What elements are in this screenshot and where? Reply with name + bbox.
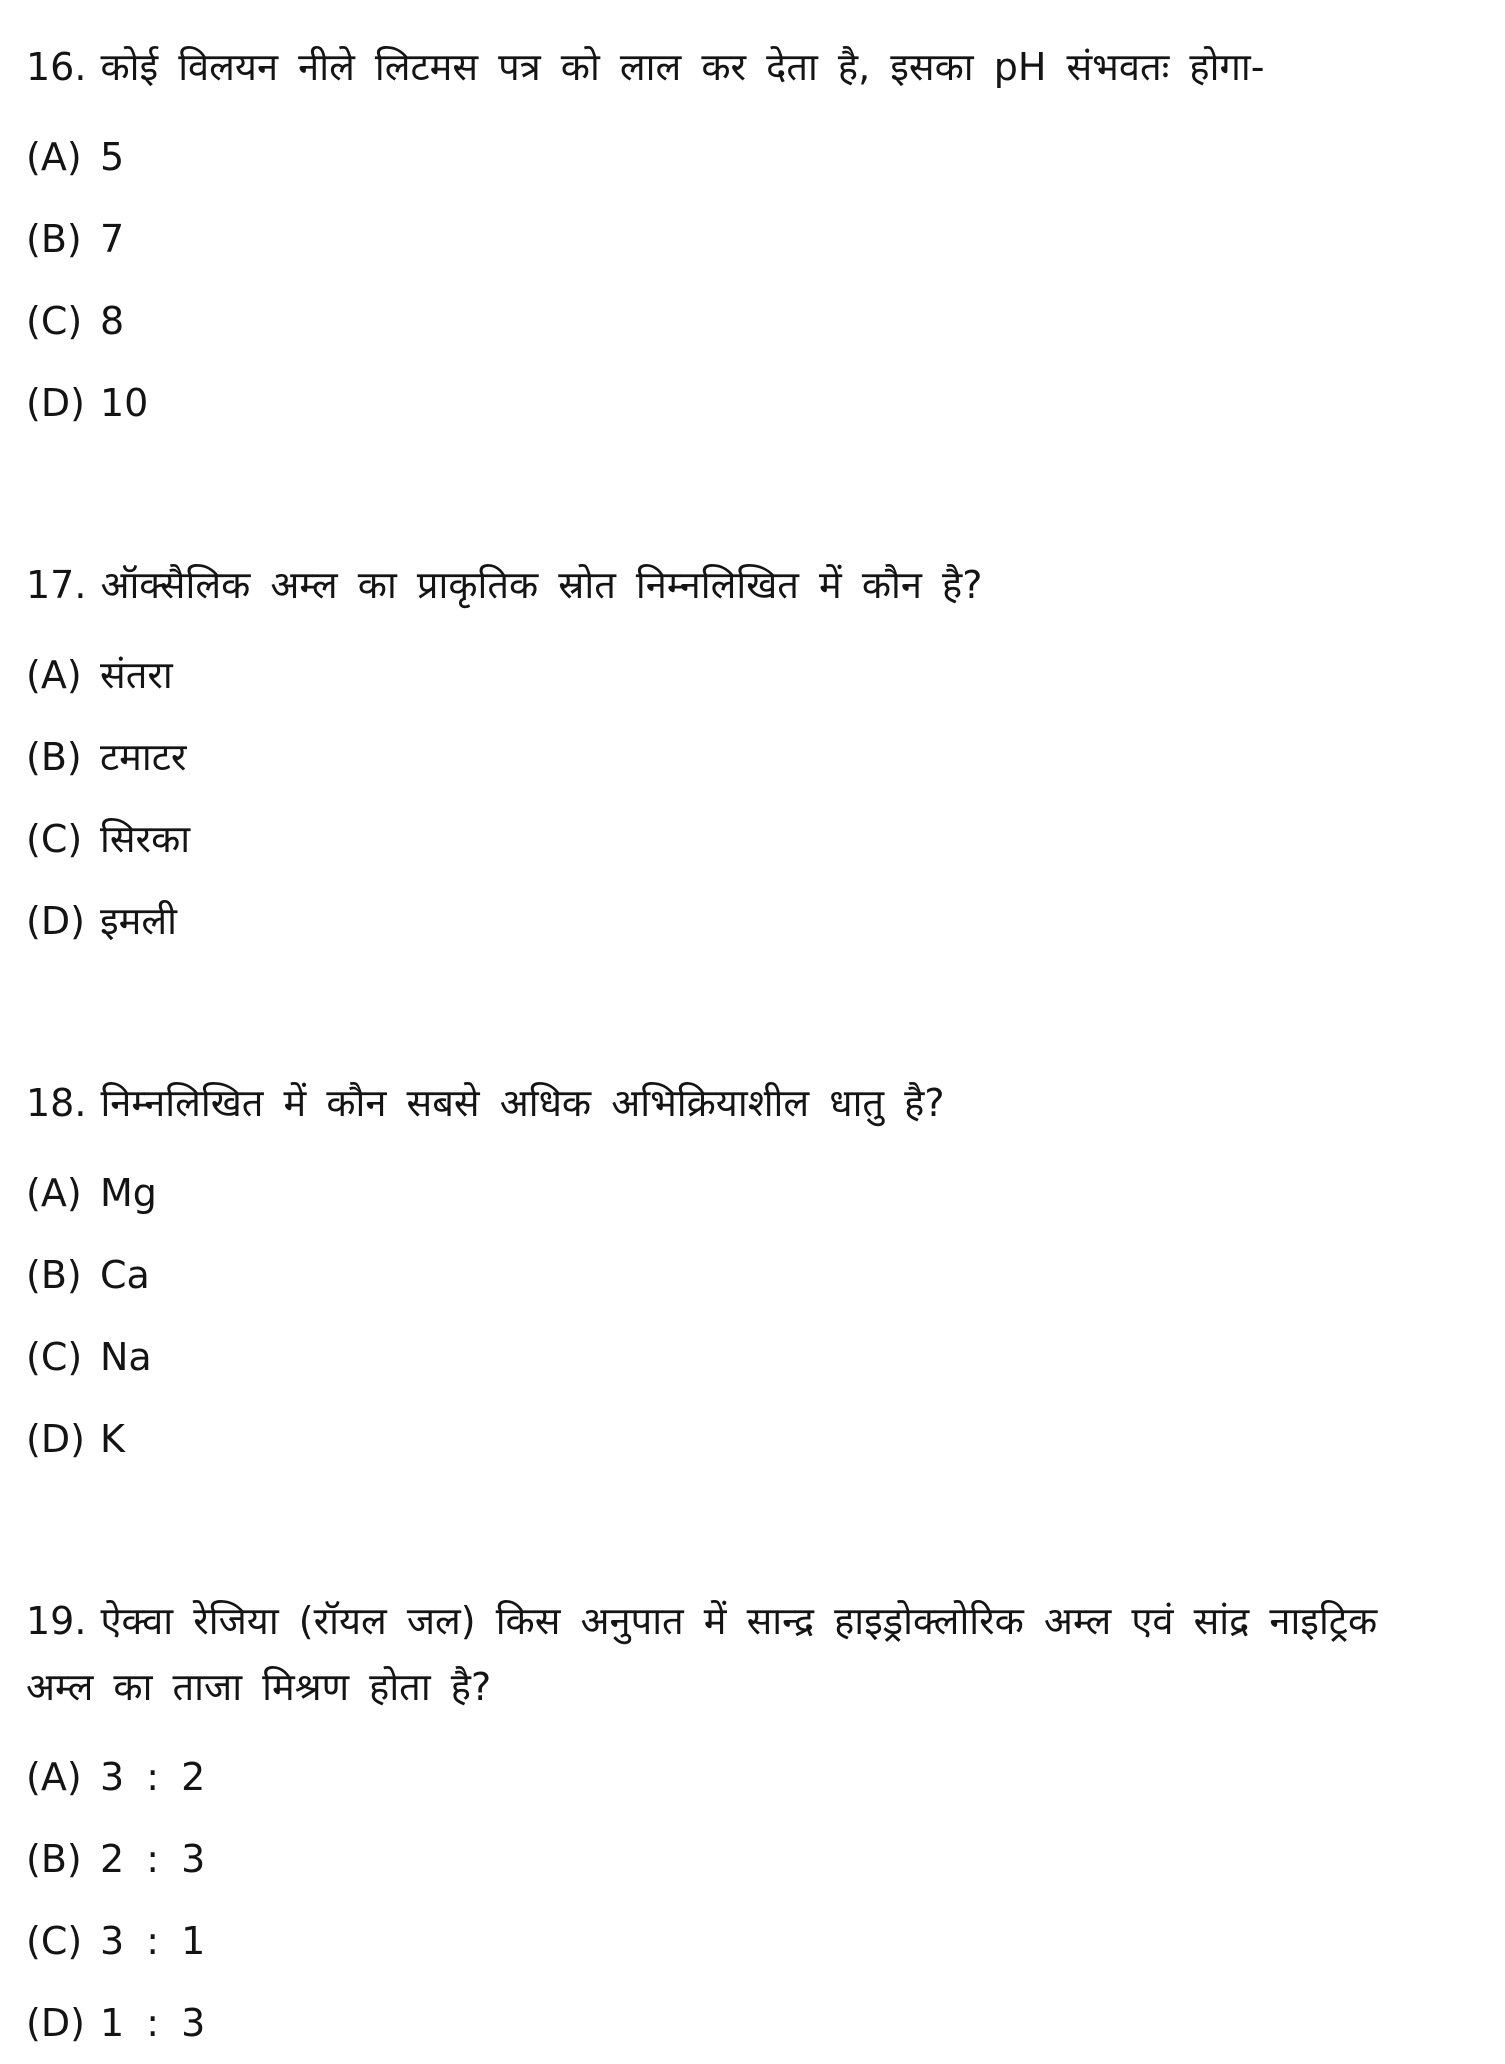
option-value: सिरका xyxy=(100,817,191,861)
option-label: (A) xyxy=(26,653,82,697)
option-d[interactable] xyxy=(26,1982,1505,2064)
option-a[interactable] xyxy=(26,116,1505,198)
option-c[interactable] xyxy=(26,798,1505,880)
option-a[interactable] xyxy=(26,1736,1505,1818)
option-label: (C) xyxy=(26,1335,83,1379)
option-value: इमली xyxy=(100,899,177,943)
option-d[interactable] xyxy=(26,1398,1505,1480)
option-b[interactable] xyxy=(26,1234,1505,1316)
question-body: कोई विलयन नीले लिटमस पत्र को लाल कर देता है, इसका pH संभवतः होगा- xyxy=(100,45,1265,89)
option-value: K xyxy=(100,1417,125,1461)
question-text xyxy=(26,552,1386,618)
question-number: 18. xyxy=(26,1081,87,1125)
option-value: Mg xyxy=(100,1171,157,1215)
question-number: 17. xyxy=(26,563,87,607)
question-17 xyxy=(26,552,1505,962)
option-value: 3 : 1 xyxy=(100,1919,206,1963)
option-c[interactable] xyxy=(26,280,1505,362)
question-16 xyxy=(26,34,1505,444)
option-value: Ca xyxy=(100,1253,150,1297)
option-value: Na xyxy=(100,1335,152,1379)
question-18 xyxy=(26,1070,1505,1480)
option-c[interactable] xyxy=(26,1316,1505,1398)
option-label: (D) xyxy=(26,381,85,425)
option-value: 10 xyxy=(100,381,149,425)
question-body: ऐक्वा रेजिया (रॉयल जल) किस अनुपात में सान्द्र हाइड्रोक्लोरिक अम्ल एवं सांद्र नाइट्रिक अम्ल का ताजा मिश्रण होता है? xyxy=(26,1599,1378,1709)
option-value: टमाटर xyxy=(100,735,187,779)
option-d[interactable] xyxy=(26,362,1505,444)
option-value: 7 xyxy=(100,217,125,261)
question-19 xyxy=(26,1588,1505,2064)
option-value: 8 xyxy=(100,299,125,343)
option-label: (B) xyxy=(26,735,82,779)
option-label: (D) xyxy=(26,899,85,943)
option-label: (A) xyxy=(26,1755,82,1799)
option-label: (B) xyxy=(26,1837,82,1881)
option-label: (B) xyxy=(26,217,82,261)
option-list xyxy=(26,1736,1505,2064)
option-b[interactable] xyxy=(26,1818,1505,1900)
question-number: 19. xyxy=(26,1599,87,1643)
option-c[interactable] xyxy=(26,1900,1505,1982)
option-label: (A) xyxy=(26,1171,82,1215)
option-label: (D) xyxy=(26,1417,85,1461)
question-text xyxy=(26,1070,1386,1136)
question-text xyxy=(26,1588,1386,1720)
question-number: 16. xyxy=(26,45,87,89)
option-list xyxy=(26,1152,1505,1480)
option-label: (C) xyxy=(26,1919,83,1963)
option-label: (C) xyxy=(26,299,83,343)
option-label: (A) xyxy=(26,135,82,179)
option-a[interactable] xyxy=(26,634,1505,716)
option-label: (D) xyxy=(26,2001,85,2045)
question-text xyxy=(26,34,1386,100)
option-b[interactable] xyxy=(26,198,1505,280)
option-a[interactable] xyxy=(26,1152,1505,1234)
option-value: 2 : 3 xyxy=(100,1837,206,1881)
option-list xyxy=(26,634,1505,962)
option-value: संतरा xyxy=(100,653,173,697)
option-d[interactable] xyxy=(26,880,1505,962)
option-b[interactable] xyxy=(26,716,1505,798)
option-value: 1 : 3 xyxy=(100,2001,206,2045)
option-value: 5 xyxy=(100,135,125,179)
question-body: निम्नलिखित में कौन सबसे अधिक अभिक्रियाशील धातु है? xyxy=(100,1081,945,1125)
option-list xyxy=(26,116,1505,444)
option-value: 3 : 2 xyxy=(100,1755,206,1799)
question-body: ऑक्सैलिक अम्ल का प्राकृतिक स्रोत निम्नलिखित में कौन है? xyxy=(100,563,983,607)
option-label: (B) xyxy=(26,1253,82,1297)
option-label: (C) xyxy=(26,817,83,861)
